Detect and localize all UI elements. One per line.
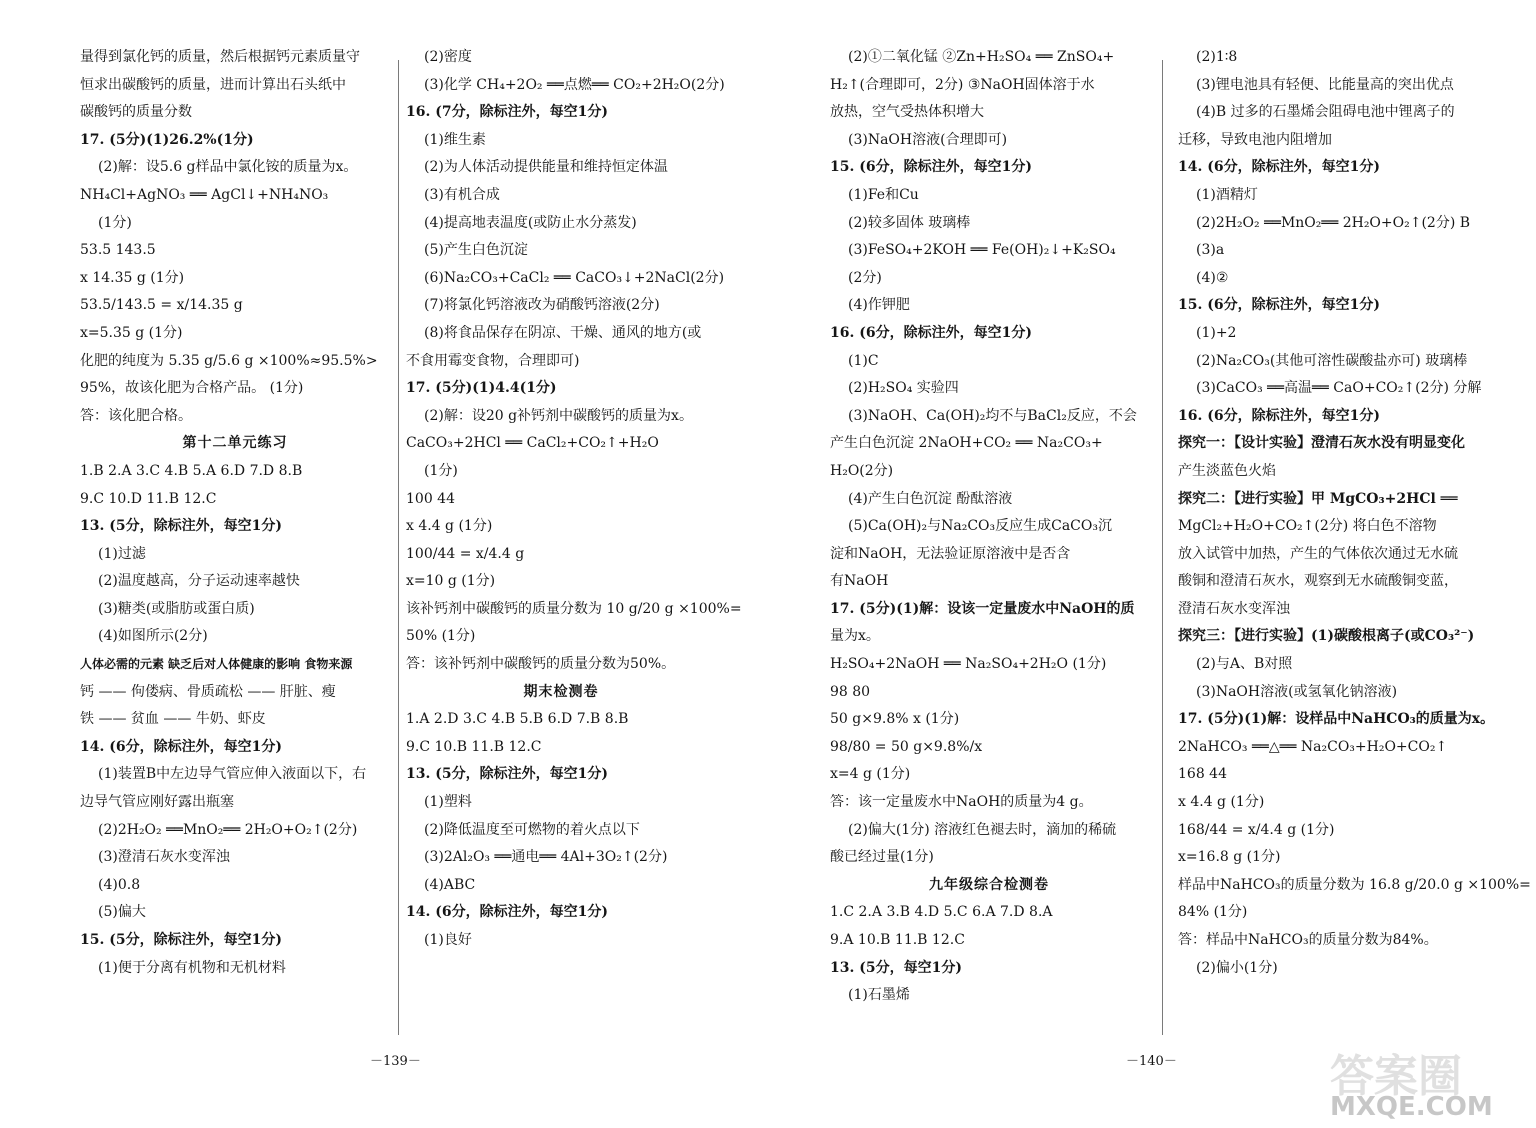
col1-line: 53.5/143.5 = x/14.35 g: [80, 297, 243, 314]
col3-line: 98 80: [830, 683, 871, 700]
col2-line: x 4.4 g (1分): [406, 518, 493, 535]
col1-line: 14. (6分，除标注外，每空1分): [80, 738, 282, 755]
col1-line: 53.5 143.5: [80, 242, 156, 259]
col1-line: 人体必需的元素 缺乏后对人体健康的影响 食物来源: [80, 657, 353, 672]
col2-line: 50% (1分): [406, 628, 476, 645]
col2-line: 17. (5分)(1)4.4(1分): [406, 380, 557, 397]
col3-line: (2分): [848, 269, 882, 286]
col3-line: 98/80 = 50 g×9.8%/x: [830, 738, 983, 755]
col1-line: x 14.35 g (1分): [80, 269, 185, 286]
col3-line: 16. (6分，除标注外，每空1分): [830, 324, 1032, 341]
col1-line: 化肥的纯度为 5.35 g/5.6 g ×100%≈95.5%>: [80, 352, 378, 369]
col2-line: (1)塑料: [424, 794, 472, 811]
col2-line: (7)将氯化钙溶液改为硝酸钙溶液(2分): [424, 297, 660, 314]
col4-line: (4)B 过多的石墨烯会阻碍电池中锂离子的: [1196, 104, 1455, 121]
col3-line: H₂↑(合理即可，2分) ③NaOH固体溶于水: [830, 76, 1095, 93]
col1-line: (3)糖类(或脂肪或蛋白质): [98, 600, 255, 617]
col2-line: (2)降低温度至可燃物的着火点以下: [424, 821, 640, 838]
col4-line: (1)酒精灯: [1196, 186, 1258, 203]
col3-line: (2)较多固体 玻璃棒: [848, 214, 971, 231]
col4-line: (2)Na₂CO₃(其他可溶性碳酸盐亦可) 玻璃棒: [1196, 352, 1468, 369]
col3-line: (3)FeSO₄+2KOH ══ Fe(OH)₂↓+K₂SO₄: [848, 242, 1116, 259]
col4-line: 探究三：【进行实验】(1)碳酸根离子(或CO₃²⁻): [1178, 628, 1475, 645]
col2-line: (1)维生素: [424, 131, 486, 148]
col1-line: (3)澄清石灰水变浑浊: [98, 849, 230, 866]
col4-line: 答：样品中NaHCO₃的质量分数为84%。: [1178, 932, 1438, 948]
col2-line: CaCO₃+2HCl ══ CaCl₂+CO₂↑+H₂O: [406, 435, 659, 452]
watermark-cn: 答案圈: [1330, 1051, 1462, 1102]
col2-line: 答：该补钙剂中碳酸钙的质量分数为50%。: [406, 656, 676, 673]
col4-line: 16. (6分，除标注外，每空1分): [1178, 407, 1380, 424]
col2-line: (2)为人体活动提供能量和维持恒定体温: [424, 159, 668, 176]
col2-line: 13. (5分，除标注外，每空1分): [406, 766, 608, 783]
col4-line: (1)+2: [1196, 324, 1237, 341]
col3-line: 放热，空气受热体积增大: [830, 104, 984, 121]
col4-line: 探究二：【进行实验】甲 MgCO₃+2HCl ══: [1178, 490, 1458, 507]
col1-line: 恒求出碳酸钙的质量，进而计算出石头纸中: [80, 76, 346, 93]
col3-line: 9.A 10.B 11.B 12.C: [830, 932, 965, 948]
col2-line: (1分): [424, 462, 458, 479]
col4-line: (4)②: [1196, 269, 1229, 286]
col2-line: (4)提高地表温度(或防止水分蒸发): [424, 214, 637, 231]
col3-line: (1)Fe和Cu: [848, 186, 919, 203]
col3-line: (1)石墨烯: [848, 987, 910, 1004]
col1-line: 钙 —— 佝偻病、骨质疏松 —— 肝脏、瘦: [80, 683, 336, 700]
col2-line: (5)产生白色沉淀: [424, 242, 528, 259]
col3-line: 50 g×9.8% x (1分): [830, 711, 960, 728]
col1-line: (4)如图所示(2分): [98, 628, 208, 645]
col3-line: 量为x。: [830, 628, 880, 645]
col1-line: (2)温度越高，分子运动速率越快: [98, 573, 300, 590]
col3-line: 有NaOH: [830, 573, 889, 590]
col4-line: 168/44 = x/4.4 g (1分): [1178, 821, 1335, 838]
col4-line: x=16.8 g (1分): [1178, 849, 1281, 866]
col2-line: 14. (6分，除标注外，每空1分): [406, 904, 608, 921]
watermark-url: MXQE.COM: [1330, 1092, 1493, 1122]
col4-line: 迁移，导致电池内阻增加: [1178, 131, 1332, 148]
col1-line: (1)便于分离有机物和无机材料: [98, 959, 286, 976]
col3-line: 1.C 2.A 3.B 4.D 5.C 6.A 7.D 8.A: [830, 904, 1053, 921]
col3-line: H₂SO₄+2NaOH ══ Na₂SO₄+2H₂O (1分): [830, 656, 1107, 673]
col3-line: H₂O(2分): [830, 462, 894, 479]
col4-line: 探究一：【设计实验】澄清石灰水没有明显变化: [1178, 435, 1465, 452]
col1-line: (2)2H₂O₂ ══MnO₂══ 2H₂O+O₂↑(2分): [98, 821, 358, 838]
col3-line: (5)Ca(OH)₂与Na₂CO₃反应生成CaCO₃沉: [848, 518, 1112, 535]
col2-line: 期末检测卷: [523, 683, 599, 700]
col4-line: (2)2H₂O₂ ══MnO₂══ 2H₂O+O₂↑(2分) B: [1196, 214, 1471, 231]
col2-line: 1.A 2.D 3.C 4.B 5.B 6.D 7.B 8.B: [406, 711, 629, 728]
col1-line: (1)过滤: [98, 545, 146, 562]
col4-line: 酸铜和澄清石灰水，观察到无水硫酸铜变蓝，: [1178, 573, 1458, 590]
col1-line: 铁 —— 贫血 —— 牛奶、虾皮: [80, 711, 266, 728]
col1-line: (2)解：设5.6 g样品中氯化铵的质量为x。: [98, 159, 358, 176]
col2-line: 100 44: [406, 490, 455, 507]
col4-line: 澄清石灰水变浑浊: [1178, 600, 1290, 617]
col3-line: x=4 g (1分): [830, 766, 911, 783]
col1-line: (1)装置B中左边导气管应伸入液面以下，右: [98, 766, 367, 783]
col1-line: NH₄Cl+AgNO₃ ══ AgCl↓+NH₄NO₃: [80, 186, 329, 203]
col3-line: 答：该一定量废水中NaOH的质量为4 g。: [830, 794, 1093, 811]
col2-line: x=10 g (1分): [406, 573, 496, 590]
col2-line: 16. (7分，除标注外，每空1分): [406, 104, 608, 121]
col3-line: 15. (6分，除标注外，每空1分): [830, 159, 1032, 176]
col4-line: 放入试管中加热，产生的气体依次通过无水硫: [1178, 545, 1458, 562]
col1-line: (1分): [98, 214, 132, 231]
col3-line: (1)C: [848, 352, 879, 369]
col4-line: 2NaHCO₃ ══△══ Na₂CO₃+H₂O+CO₂↑: [1178, 738, 1448, 755]
col4-line: 17. (5分)(1)解：设样品中NaHCO₃的质量为x。: [1178, 711, 1495, 728]
column-3: [830, 44, 1148, 1010]
col1-line: 9.C 10.D 11.B 12.C: [80, 490, 217, 507]
col1-line: 95%，故该化肥为合格产品。 (1分): [80, 380, 304, 397]
col4-line: MgCl₂+H₂O+CO₂↑(2分) 将白色不溶物: [1178, 518, 1437, 535]
col3-line: (4)作钾肥: [848, 297, 910, 314]
col3-line: (2)偏大(1分) 溶液红色褪去时，滴加的稀硫: [848, 821, 1117, 838]
col4-line: x 4.4 g (1分): [1178, 794, 1265, 811]
col2-line: (3)化学 CH₄+2O₂ ══点燃══ CO₂+2H₂O(2分): [424, 76, 725, 93]
col1-line: 答：该化肥合格。: [80, 407, 192, 424]
col4-line: (2)偏小(1分): [1196, 959, 1278, 976]
col4-line: (2)1∶8: [1196, 49, 1238, 65]
col1-line: (4)0.8: [98, 876, 141, 893]
col1-line: 17. (5分)(1)26.2%(1分): [80, 131, 254, 148]
col3-line: 13. (5分，每空1分): [830, 959, 962, 976]
col3-line: (2)H₂SO₄ 实验四: [848, 380, 959, 397]
col3-line: (3)NaOH溶液(合理即可): [848, 131, 1008, 148]
col2-line: (3)2Al₂O₃ ══通电══ 4Al+3O₂↑(2分): [424, 849, 668, 866]
col2-line: (6)Na₂CO₃+CaCl₂ ══ CaCO₃↓+2NaCl(2分): [424, 269, 725, 286]
col1-line: 第十二单元练习: [182, 435, 288, 452]
page-number-left: －139－: [370, 1054, 421, 1069]
col4-line: (3)CaCO₃ ══高温══ CaO+CO₂↑(2分) 分解: [1196, 380, 1482, 397]
column-1: [80, 44, 390, 982]
col4-line: (3)NaOH溶液(或氢氧化钠溶液): [1196, 683, 1398, 700]
col2-line: 9.C 10.B 11.B 12.C: [406, 738, 542, 755]
column-2: [406, 44, 742, 955]
col3-line: 17. (5分)(1)解：设该一定量废水中NaOH的质: [830, 600, 1135, 617]
col1-line: x=5.35 g (1分): [80, 324, 183, 341]
col1-line: 13. (5分，除标注外，每空1分): [80, 518, 282, 535]
col3-line: 淀和NaOH，无法验证原溶液中是否含: [830, 545, 1071, 562]
col1-line: (5)偏大: [98, 904, 146, 921]
col4-line: 样品中NaHCO₃的质量分数为 16.8 g/20.0 g ×100%=: [1178, 876, 1531, 893]
column-divider-right: [1162, 60, 1163, 1035]
col2-line: (3)有机合成: [424, 186, 500, 203]
col1-line: 1.B 2.A 3.C 4.B 5.A 6.D 7.D 8.B: [80, 462, 303, 479]
col1-line: 量得到氯化钙的质量，然后根据钙元素质量守: [80, 49, 360, 65]
column-4: [1178, 44, 1531, 982]
col2-line: 该补钙剂中碳酸钙的质量分数为 10 g/20 g ×100%=: [406, 600, 742, 617]
col2-line: (4)ABC: [424, 876, 476, 893]
col4-line: (3)锂电池具有轻便、比能量高的突出优点: [1196, 76, 1454, 93]
col4-line: 15. (6分，除标注外，每空1分): [1178, 297, 1380, 314]
col1-line: 碳酸钙的质量分数: [80, 104, 192, 121]
col3-line: 产生白色沉淀 2NaOH+CO₂ ══ Na₂CO₃+: [830, 435, 1103, 452]
col4-line: 84% (1分): [1178, 904, 1248, 921]
col1-line: 15. (5分，除标注外，每空1分): [80, 932, 282, 948]
col4-line: (3)a: [1196, 242, 1225, 259]
col3-line: (3)NaOH、Ca(OH)₂均不与BaCl₂反应，不会: [848, 407, 1137, 424]
col3-line: 酸已经过量(1分): [830, 849, 934, 866]
col3-line: (4)产生白色沉淀 酚酞溶液: [848, 490, 1013, 507]
col4-line: 168 44: [1178, 766, 1227, 783]
column-divider-left: [398, 60, 399, 1035]
col2-line: 100/44 = x/4.4 g: [406, 545, 525, 562]
col2-line: (2)解：设20 g补钙剂中碳酸钙的质量为x。: [424, 407, 693, 424]
page-number-right: －140－: [1126, 1054, 1177, 1069]
col2-line: (8)将食品保存在阴凉、干燥、通风的地方(或: [424, 324, 702, 341]
col4-line: 14. (6分，除标注外，每空1分): [1178, 159, 1380, 176]
col2-line: (2)密度: [424, 49, 472, 65]
col4-line: 产生淡蓝色火焰: [1178, 462, 1276, 479]
col4-line: (2)与A、B对照: [1196, 656, 1293, 673]
col3-line: 九年级综合检测卷: [929, 876, 1049, 893]
col3-line: (2)①二氧化锰 ②Zn+H₂SO₄ ══ ZnSO₄+: [848, 49, 1115, 65]
col2-line: (1)良好: [424, 932, 472, 948]
col1-line: 边导气管应刚好露出瓶塞: [80, 794, 234, 811]
col2-line: 不食用霉变食物，合理即可): [406, 352, 580, 369]
